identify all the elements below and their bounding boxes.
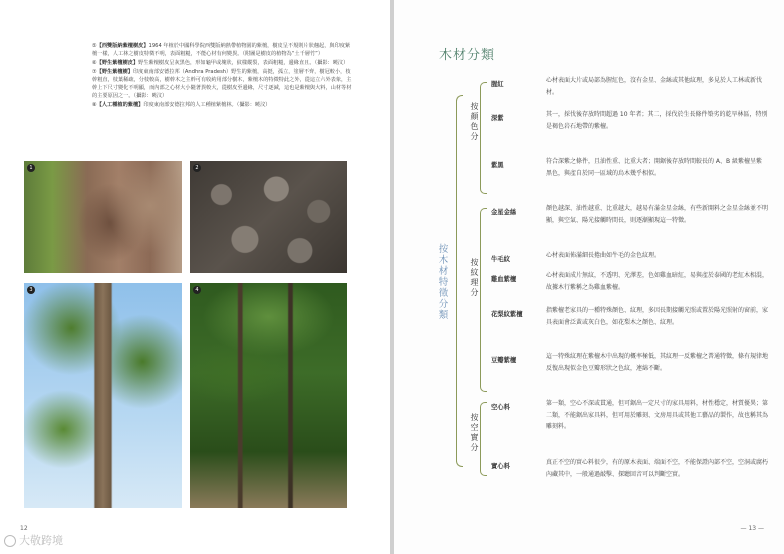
note-text: 野生紫檀樹皮呈灰黑色，形如龜甲或塊狀，紋樣縱裂，表面粗糙，邊緣直且。（攝影：曉汶） <box>138 60 349 66</box>
desc-jinxing: 顏色越深、油性越重、比重越大，越易有滿金星金絲，有些新開料之金星金絲並不明顯，與空氣、陽光接觸時間長，則逐漸顯現這一特徵。 <box>546 205 769 224</box>
main-category-label: 按木材特徵分類 <box>438 244 449 321</box>
group-bracket-grain <box>480 208 487 392</box>
term-jinxing: 金星金絲 <box>491 209 517 216</box>
note-title: 【人工種植的紫檀】 <box>96 102 144 108</box>
term-jixue: 雞血紫檀 <box>491 276 517 283</box>
page-number-right: — 13 — <box>740 525 764 532</box>
photo-wild-bark <box>190 161 347 273</box>
term-niumao: 牛毛紋 <box>491 256 510 263</box>
photo-number-badge: 4 <box>193 286 201 294</box>
term-hualiwen: 花梨紋紫檀 <box>491 311 523 318</box>
photo-number-badge: 3 <box>27 286 35 294</box>
note-7: ⑦【野生紫檀樹】印度東南部安德拉邦（Andhra Pradesh）野生的紫檀，高挺，孤立，塗層不齊，樹冠較小，枝幹粗直，枝葉稀疏，分枝較高，樹幹木之主幹可有收約用部分樹木，紫檀木的特徵特此之外，從這立六外表象，主幹上下尺寸變化不明顯，而內部之心材大小隨著異較大，從樹皮至邊緣，尺寸逐減，這也是紫檀與大料，山材等材的主要原因之一。（攝影：曉汶） <box>92 69 352 99</box>
note-6: ⑥【野生紫檀樹皮】野生紫檀樹皮呈灰黑色，形如龜甲或塊狀，紋樣縱裂，表面粗糙，邊緣直且。（攝影：曉汶） <box>92 60 349 66</box>
term-zihei: 紫黑 <box>491 162 504 169</box>
left-page <box>0 0 390 554</box>
right-page <box>394 0 784 554</box>
main-bracket <box>456 95 463 467</box>
desc-niumao: 心材表面佈滿細長捲曲如牛毛的金色紋理。 <box>546 252 661 259</box>
desc-douban: 這一特殊紋理在紫檀木中出現的概率極低，其紋理一反紫檀之普通特徵，條有規律地反復出現似金色豆瓣形狀之色紋，連綿不斷。 <box>546 353 769 372</box>
photo-wild-tree <box>24 283 182 508</box>
group-bracket-color <box>480 82 487 194</box>
desc-shenzi: 其一，採伐後存放時間超過 10 年者；其二，採伐於生長條件築劣的乾旱林區，特別是褐色岩石地帶的紫檀。 <box>546 111 768 130</box>
note-text: 1964 年植於中國科學院西雙版納熱帶植物園的紫檀，樹皮呈不規則片狀翹起，與印度紫檀一樣，人工林之樹皮特徵不明，表面粗糙，不能心材有何變異。（附圖是樹皮的植物為“土千層竹”） <box>92 43 351 57</box>
desc-hualiwen: 指紫檀老家具的一種特殊顏色、紋理，多因長期接觸光照或置於陽光照射的窗前，家具表面會泛黃或灰白色，如花梨木之顏色、紋理。 <box>546 307 769 326</box>
desc-xinghong: 心材表面大片或局部為腥紅色，沒有金星、金絲或其他紋理，多見於人工林或新伐材。 <box>546 77 763 96</box>
note-title: 【野生紫檀樹】 <box>96 69 133 75</box>
term-xinghong: 腥紅 <box>491 81 504 88</box>
desc-jixue: 心材表面成片無紋，不透明、光澤差，色如雞血暗紅，易與產於泰國的老紅木相混，故據木行紫稱之為雞血紫檀。 <box>546 272 769 291</box>
photo-number-badge: 2 <box>193 164 201 172</box>
term-douban: 豆瓣紫檀 <box>491 357 517 364</box>
photo-tree-bark <box>24 161 182 273</box>
photo-notes <box>92 42 354 110</box>
term-kongxin: 空心料 <box>491 404 510 411</box>
group-label-hollow: 按空實分 <box>470 413 479 452</box>
watermark-logo-icon <box>4 535 16 547</box>
note-text: 印度東南部安德拉邦的人工種植紫檀林。（攝影：曉汶） <box>143 102 271 108</box>
term-shenzi: 深紫 <box>491 115 504 122</box>
note-title: 【西雙版納紫檀樹皮】 <box>96 43 149 49</box>
photo-plantation <box>190 283 347 508</box>
desc-shixin: 真正不空的實心料很少，有的原木表面、端面不空，不能保證內部不空，空洞或腐朽內藏其中，一般通過敲擊、探聽回音可以判斷空實。 <box>546 459 769 478</box>
group-bracket-hollow <box>480 402 487 476</box>
note-8: ⑧【人工種植的紫檀】印度東南部安德拉邦的人工種植紫檀林。（攝影：曉汶） <box>92 102 271 108</box>
watermark: 大敬跨境 <box>4 532 63 548</box>
group-label-color: 按顏色分 <box>470 102 479 141</box>
desc-zihei: 符合深紫之條件，且油性重、比重大者；開鋸後存放時間較長的 A、B 級紫檀呈紫黑色，與產自於同一區域的烏木幾乎相似。 <box>546 158 763 177</box>
section-title: 木材分類 <box>439 48 496 63</box>
term-shixin: 實心料 <box>491 463 510 470</box>
note-title: 【野生紫檀樹皮】 <box>96 60 139 66</box>
page-number-left: 12 <box>20 525 28 532</box>
note-text: 印度東南部安德拉邦（Andhra Pradesh）野生的紫檀，高挺，孤立，塗層不齊，樹冠較小，枝幹粗直，枝葉稀疏，分枝較高，樹幹木之主幹可有收約用部分樹木，紫檀木的特徵特此之外，從這立六外表象，主幹上下尺寸變化不明顯，而內部之心材大小隨著異較大，從樹皮至邊緣，尺寸逐減，這也是紫檀與大料，山材等材的主要原因之一。（攝影：曉汶） <box>92 69 352 99</box>
group-label-grain: 按紋理分 <box>470 258 479 297</box>
photo-number-badge: 1 <box>27 164 35 172</box>
desc-kongxin: 第一類，空心不深或貫通，但可鋸出一定尺寸的家具用料，材性穩定，材質優異；第二類，不能鋸出家具料，但可用於雕刻、文房用具或其他工藝品的製作，故也稱其為雕刻料。 <box>546 400 769 430</box>
note-5: ⑤【西雙版納紫檀樹皮】1964 年植於中國科學院西雙版納熱帶植物園的紫檀，樹皮呈不規則片狀翹起，與印度紫檀一樣，人工林之樹皮特徵不明，表面粗糙，不能心材有何變異。（附圖是樹皮的植物為“土千層竹”） <box>92 43 351 57</box>
